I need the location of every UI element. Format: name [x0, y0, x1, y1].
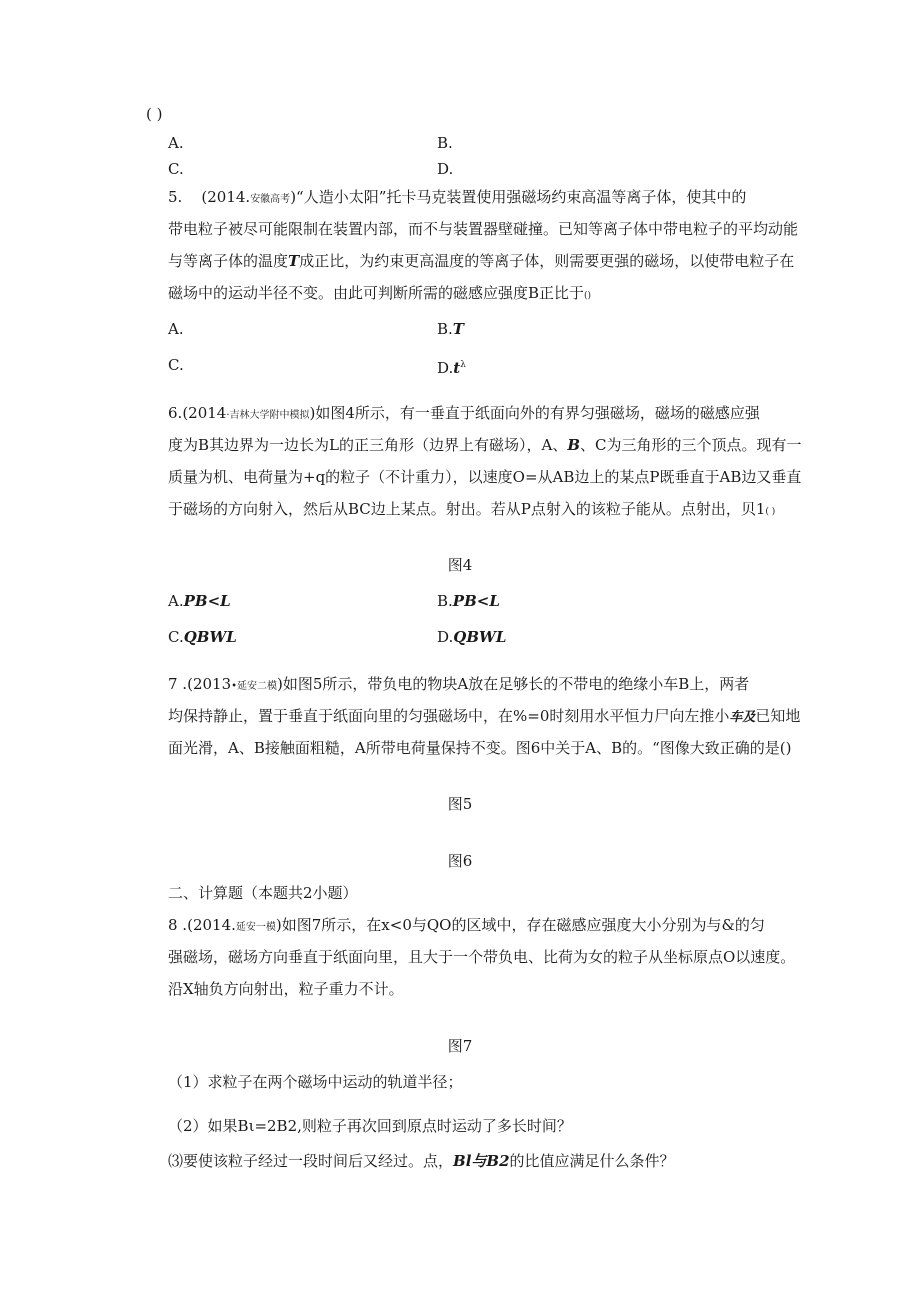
- q8-sub-3-text-b: 的比值应满足什么条件？: [509, 1152, 675, 1170]
- q5-option-d-sup: λ: [460, 360, 466, 370]
- q7-source-year: (2013: [187, 675, 232, 693]
- q5-paren: (): [584, 291, 592, 301]
- q8-line-1: [168, 915, 765, 938]
- q5-option-c: C.: [168, 356, 184, 374]
- q4-option-c: C.: [168, 160, 184, 178]
- q8-source-close: ): [275, 916, 282, 934]
- q6-option-d-label: D.: [437, 628, 454, 646]
- q5-line-2: 带电粒子被尽可能限制在装置内部，而不与装置器壁碰撞。已知等离子体中带电粒子的平均动能: [168, 220, 799, 238]
- q7-var: 车及: [729, 710, 756, 725]
- q6-paren: ( ): [765, 507, 776, 517]
- q6-option-b-label: B.: [437, 592, 453, 610]
- q6-option-c: [168, 627, 237, 647]
- q6-var-b: B: [567, 436, 581, 454]
- q7-number: 7 .: [168, 675, 188, 693]
- section-2-title: 二、计算题（本题共2小题）: [168, 884, 358, 902]
- q5-line-4: [168, 283, 591, 306]
- q6-option-a-label: A.: [168, 592, 184, 610]
- q7-paren: (): [779, 739, 792, 757]
- q8-number: 8 .: [168, 916, 188, 934]
- q7-text: 如图5所示，带负电的物块A放在足够长的不带电的绝缘小车B上，两者: [282, 675, 750, 693]
- q4-option-d: D.: [437, 160, 454, 178]
- q5-option-b: [437, 319, 464, 339]
- q8-sub-3-text-a: ⑶要使该粒子经过一段时间后又经过。点，: [168, 1152, 454, 1170]
- q8-sub-1: （1）求粒子在两个磁场中运动的轨道半径；: [168, 1073, 463, 1091]
- q8-source-year: (2014.: [187, 916, 236, 934]
- q6-line-1: [168, 403, 760, 426]
- q4-paren: ( ): [146, 105, 163, 123]
- q5-option-b-var: T: [452, 320, 464, 338]
- figure-6-label: 图6: [447, 852, 473, 870]
- q5-option-d-label: D.: [437, 359, 454, 377]
- q6-option-b-expr: PB<L: [452, 592, 500, 610]
- q8-line-3: 沿X轴负方向射出，粒子重力不计。: [168, 980, 404, 998]
- q5-line-1: [168, 187, 746, 210]
- q6-text-c: 于磁场的方向射入，然后从BC边上某点。射出。若从P点射入的该粒子能从。点射出，贝1: [168, 500, 766, 518]
- q6-line-3: 质量为机、电荷量为+q的粒子（不计重力），以速度O=从AB边上的某点P既垂直于AB边又垂直: [168, 468, 802, 486]
- figure-4-label: 图4: [447, 556, 473, 574]
- q8-sub-3-var: Bl与B2: [453, 1152, 510, 1170]
- q5-source-year: (2014.: [201, 188, 251, 206]
- q6-option-c-label: C.: [168, 628, 184, 646]
- q6-source-year: (2014: [182, 404, 227, 422]
- q6-option-c-expr: QBWL: [183, 628, 237, 646]
- q4-option-a: A.: [168, 134, 184, 152]
- q7-line-1: [168, 674, 749, 697]
- q6-option-b: [437, 591, 500, 611]
- q5-text-c: 磁场中的运动半径不变。由此可判断所需的磁感应强度B正比于: [168, 284, 585, 302]
- q5-text-b: 成正比，为约束更高温度的等离子体，则需要更强的磁场，以使带电粒子在: [299, 252, 795, 270]
- q7-text-a: 均保持静止，置于垂直于纸面向里的匀强磁场中，在%=0时刻用水平恒力尸向左推小: [168, 707, 730, 725]
- q5-text-a: 与等离子体的温度: [168, 252, 289, 270]
- q5-line-3: [168, 251, 794, 271]
- q5-var-t: T: [288, 252, 300, 270]
- q7-line-3: [168, 738, 791, 758]
- q7-text-b: 已知地: [755, 707, 801, 725]
- q6-number: 6.: [168, 404, 183, 422]
- q5-number: 5.: [168, 188, 183, 206]
- q6-text: 如图4所示，有一垂直于纸面向外的有界匀强磁场，磁场的磁感应强: [315, 404, 760, 422]
- q6-source-close: ): [309, 404, 316, 422]
- q6-source-name: ·吉林大学附中模拟: [226, 410, 310, 421]
- q5-option-d: [437, 355, 466, 378]
- q6-line-4: [168, 499, 775, 522]
- q5-source-close: ): [290, 188, 297, 206]
- figure-5-label: 图5: [447, 795, 473, 813]
- q6-option-a: [168, 591, 231, 611]
- q8-sub-2: （2）如果Bι=2B2,则粒子再次回到原点时运动了多长时间？: [168, 1117, 572, 1135]
- q6-option-a-expr: PB<L: [183, 592, 231, 610]
- q5-option-b-label: B.: [437, 320, 453, 338]
- q6-text-b: 、C为三角形的三个顶点。现有一: [580, 436, 802, 454]
- q4-option-b: B.: [437, 134, 453, 152]
- q7-source-close: ): [277, 675, 283, 693]
- q8-text: 如图7所示，在x<0与QO的区域中，存在磁感应强度大小分别为与&的匀: [281, 916, 765, 934]
- q7-line-2: [168, 706, 800, 728]
- q8-line-2: 强磁场，磁场方向垂直于纸面向里，且大于一个带负电、比荷为女的粒子从坐标原点O以速度。: [168, 948, 796, 966]
- q7-source-name: •延安二模: [231, 681, 278, 692]
- q8-sub-3: [168, 1151, 675, 1171]
- q8-source-name: 延安一模: [235, 922, 276, 933]
- q6-text-a: 度为B其边界为一边长为L的正三角形（边界上有磁场），A、: [168, 436, 568, 454]
- q6-option-d-expr: QBWL: [453, 628, 507, 646]
- q6-option-d: [437, 627, 506, 647]
- figure-7-label: 图7: [447, 1037, 473, 1055]
- q7-text-c: 面光滑，A、B接触面粗糙，A所带电荷量保持不变。图6中关于A、B的。“图像大致正确的是: [168, 739, 780, 757]
- q5-option-d-var: t: [453, 359, 461, 377]
- q5-source-name: 安徽高考: [250, 194, 291, 205]
- q6-line-2: [168, 435, 802, 455]
- q5-text: “人造小太阳”托卡马克装置使用强磁场约束高温等离子体，使其中的: [296, 188, 747, 206]
- q5-option-a: A.: [168, 320, 184, 338]
